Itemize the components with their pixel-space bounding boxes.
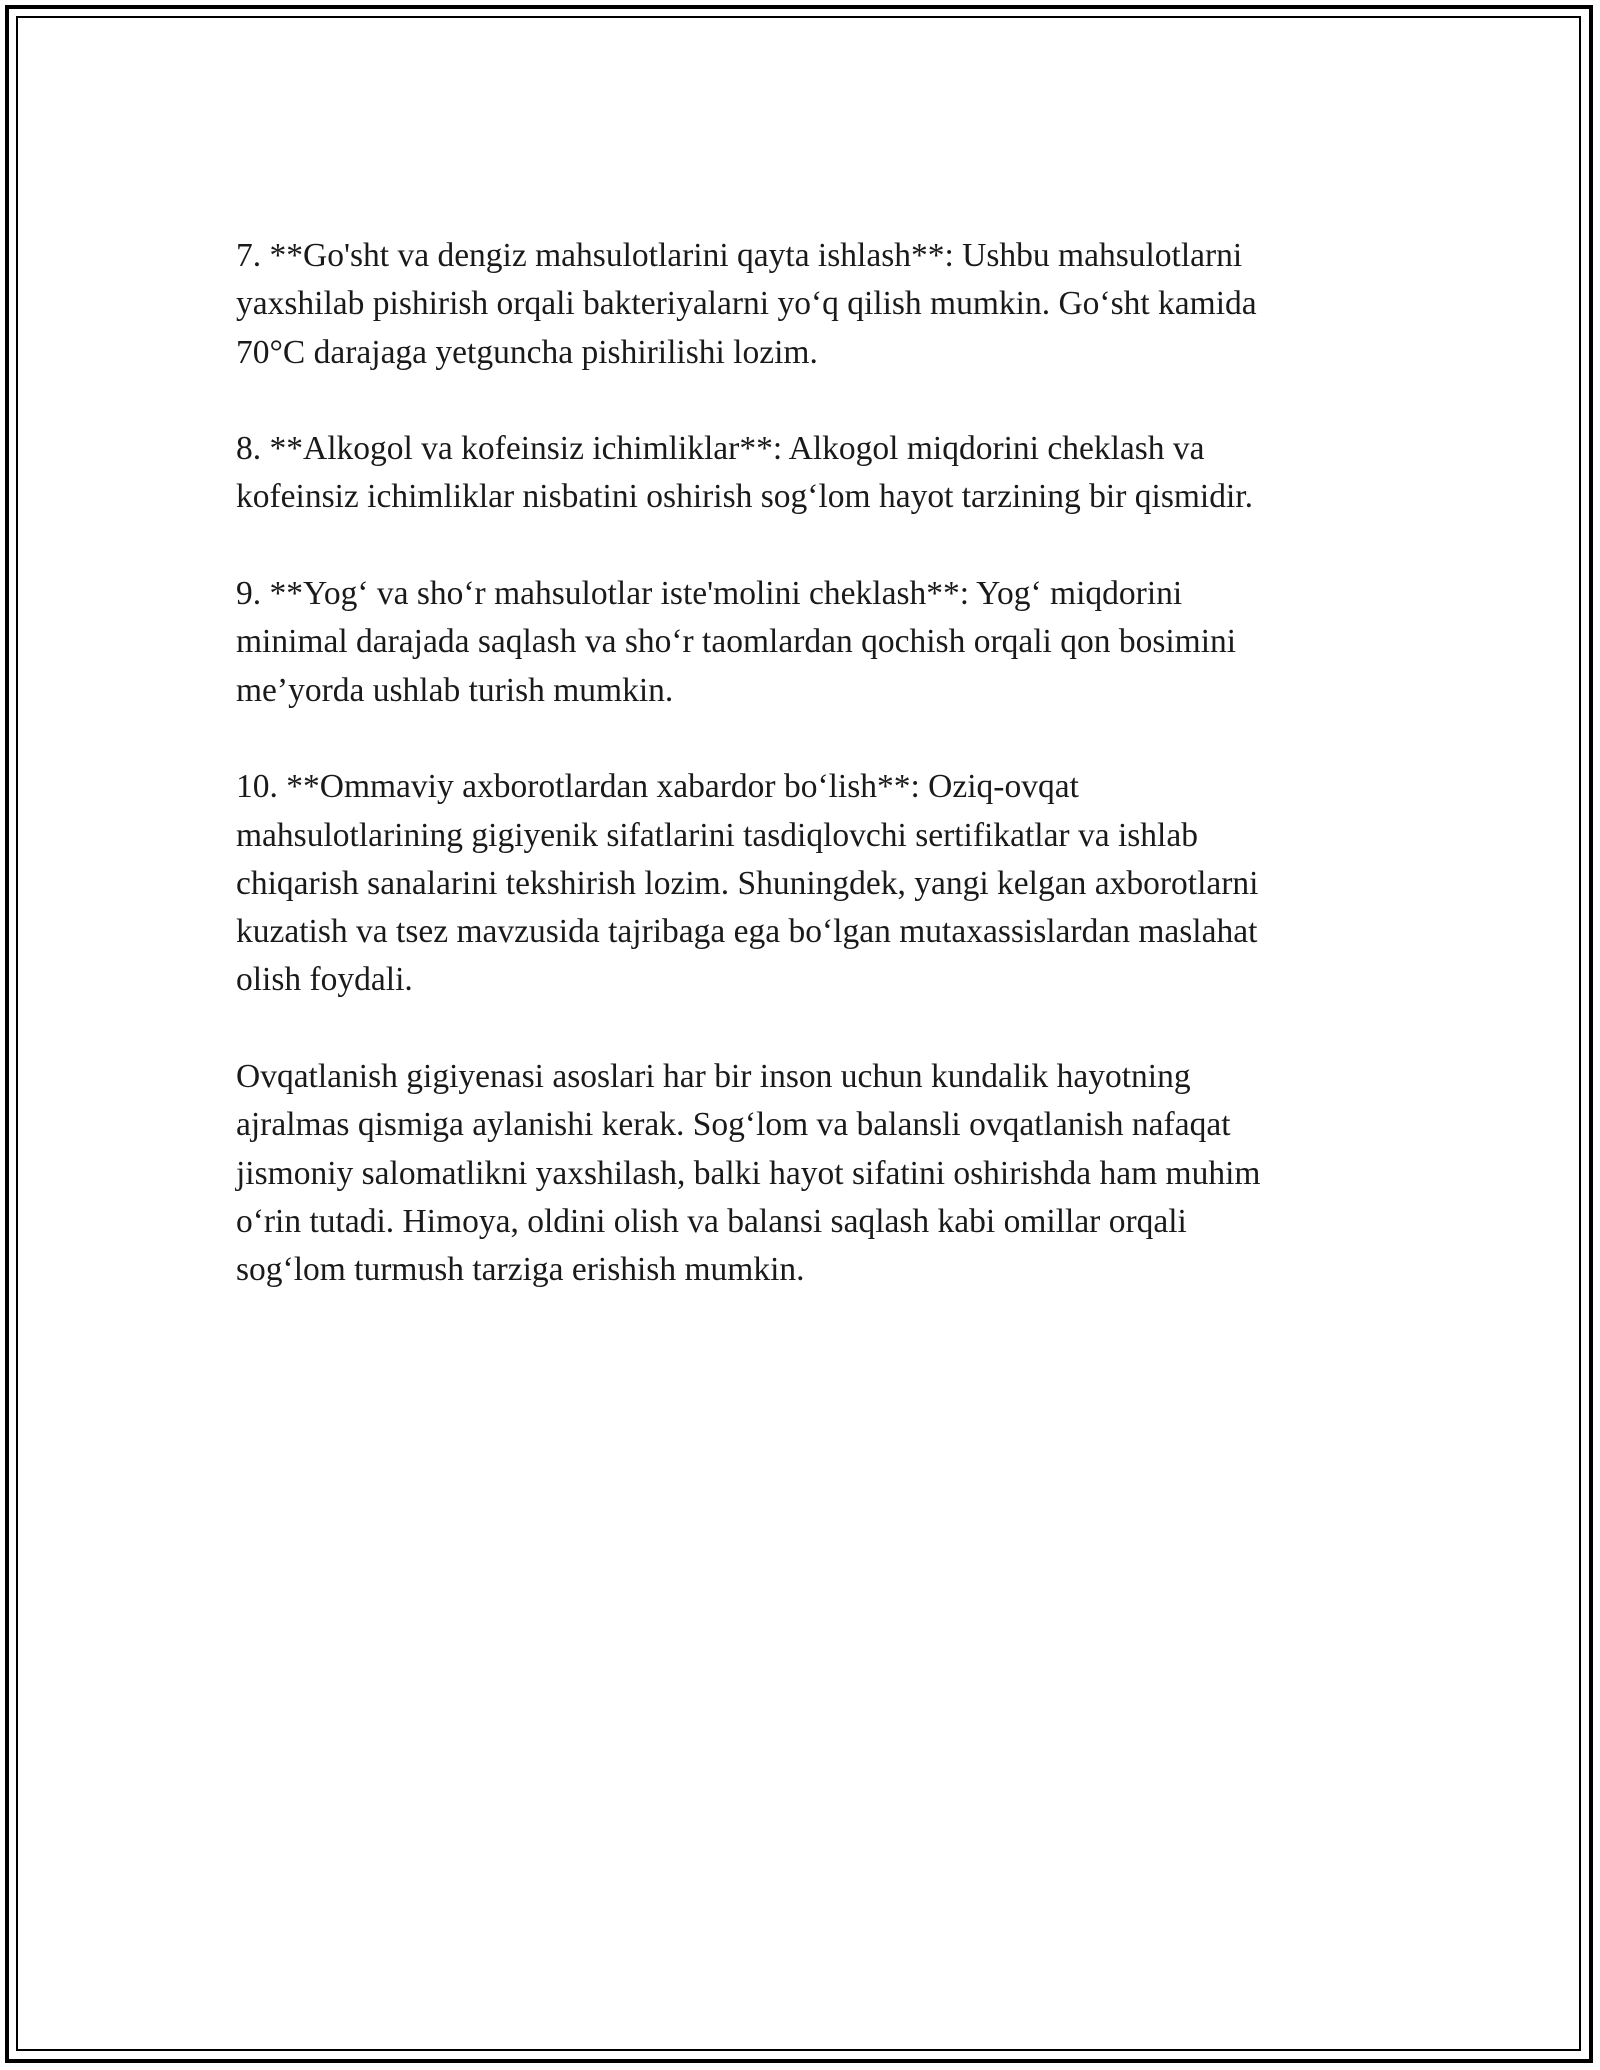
text-line: me’yorda ushlab turish mumkin. bbox=[236, 671, 674, 709]
text-line: 7. **Go'sht va dengiz mahsulotlarini qayta ishlash**: Ushbu mahsulotlarni bbox=[236, 237, 1243, 274]
paragraph-item-9 bbox=[236, 570, 1362, 715]
text-line: sog‘lom turmush tarziga erishish mumkin. bbox=[236, 1251, 805, 1289]
text-line: chiqarish sanalarini tekshirish lozim. Shuningdek, yangi kelgan axborotlarni bbox=[236, 864, 1259, 902]
text-line: minimal darajada saqlash va sho‘r taomlardan qochish orqali qon bosimini bbox=[236, 623, 1237, 661]
text-line: jismoniy salomatlikni yaxshilash, balki hayot sifatini oshirishda ham muhim bbox=[236, 1154, 1261, 1192]
text-line: yaxshilab pishirish orqali bakteriyalarni yo‘q qilish mumkin. Go‘sht kamida bbox=[236, 285, 1257, 323]
text-line: ajralmas qismiga aylanishi kerak. Sog‘lom va balansli ovqatlanish nafaqat bbox=[236, 1106, 1231, 1144]
text-line: olish foydali. bbox=[236, 961, 413, 999]
text-line: 70°C darajaga yetguncha pishirilishi lozim. bbox=[236, 333, 818, 371]
paragraph-item-7 bbox=[236, 232, 1362, 377]
text-line: Ovqatlanish gigiyenasi asoslari har bir inson uchun kundalik hayotning bbox=[236, 1058, 1191, 1096]
text-line: kofeinsiz ichimliklar nisbatini oshirish sog‘lom hayot tarzining bir qismidir. bbox=[236, 478, 1253, 516]
text-line: 8. **Alkogol va kofeinsiz ichimliklar**: Alkogol miqdorini cheklash va bbox=[236, 430, 1205, 468]
text-line: kuzatish va tsez mavzusida tajribaga ega bo‘lgan mutaxassislardan maslahat bbox=[236, 913, 1258, 951]
paragraph-item-8 bbox=[236, 425, 1362, 522]
paragraph-item-10 bbox=[236, 763, 1362, 1004]
text-line: 9. **Yog‘ va sho‘r mahsulotlar iste'molini cheklash**: Yog‘ miqdorini bbox=[236, 575, 1183, 613]
text-line: mahsulotlarining gigiyenik sifatlarini tasdiqlovchi sertifikatlar va ishlab bbox=[236, 816, 1198, 854]
paragraph-conclusion bbox=[236, 1053, 1362, 1294]
document-body bbox=[236, 232, 1362, 1343]
text-line: 10. **Ommaviy axborotlardan xabardor bo‘lish**: Oziq-ovqat bbox=[236, 768, 1079, 806]
text-line: o‘rin tutadi. Himoya, oldini olish va balansi saqlash kabi omillar orqali bbox=[236, 1202, 1187, 1240]
